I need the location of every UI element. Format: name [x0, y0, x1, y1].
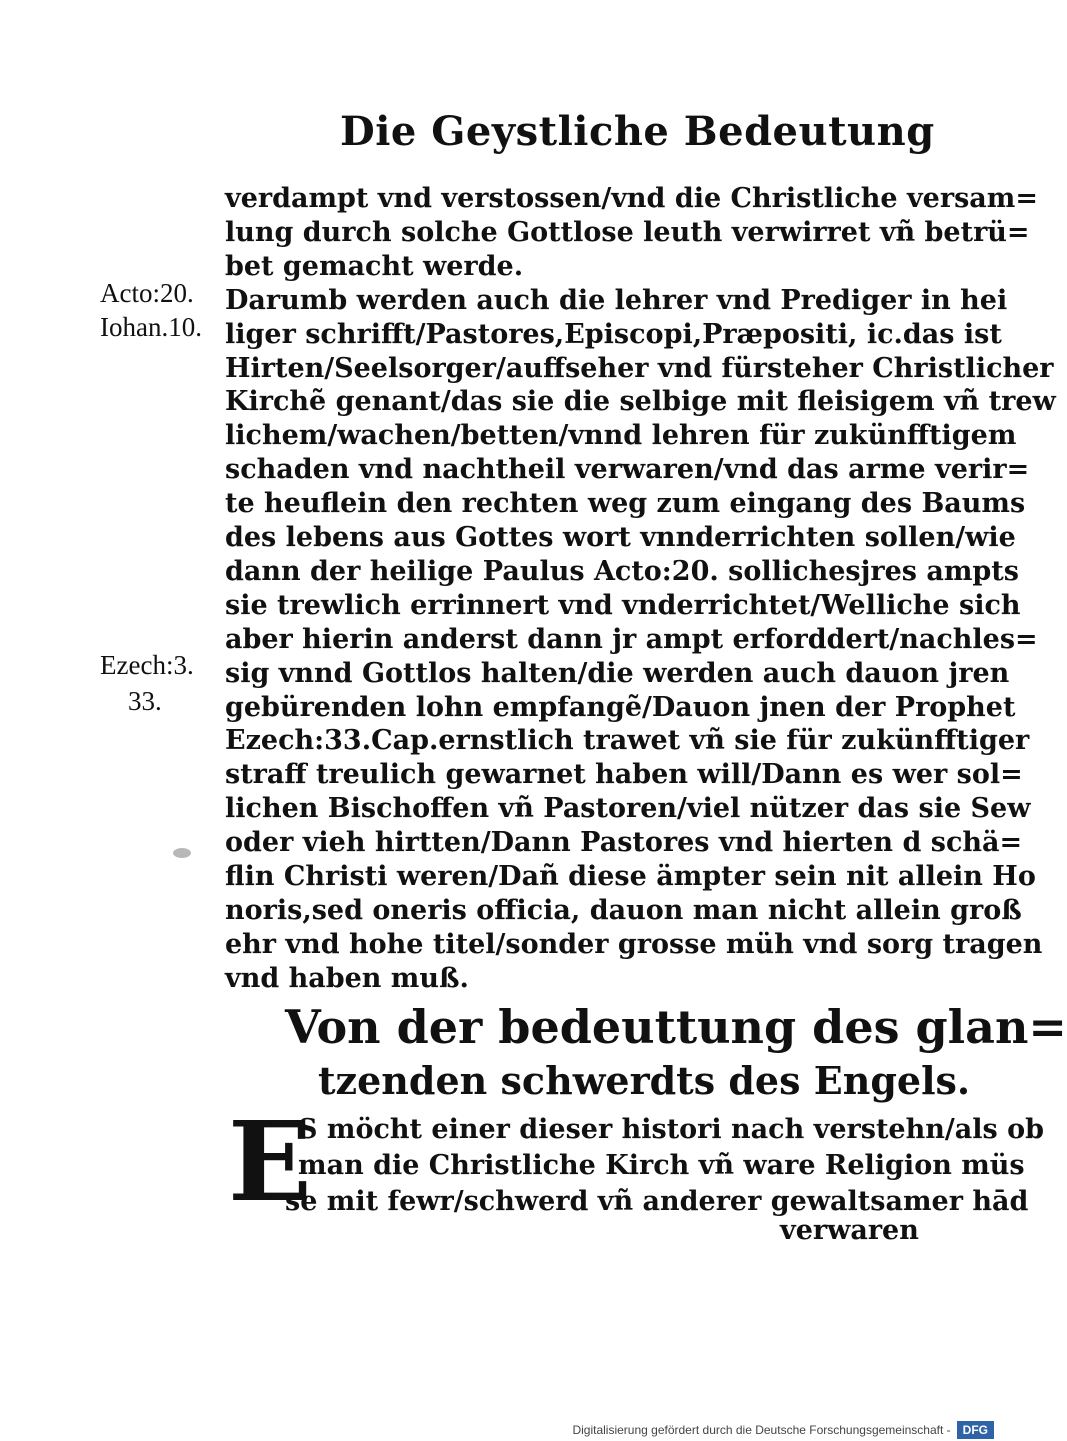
catchword: verwaren [780, 1215, 919, 1246]
body-line: Darumb werden auch die lehrer vnd Prediger in hei [225, 285, 1008, 316]
body-line: Hirten/Seelsorger/auffseher vnd fürsteher Christlicher [225, 353, 1054, 384]
dfg-logo: DFG [957, 1421, 994, 1439]
body-line: sig vnnd Gottlos halten/die werden auch dauon jren [225, 658, 1010, 689]
margin-note-ezech: Ezech:3. [100, 650, 194, 680]
footer-credit: Digitalisierung gefördert durch die Deutsche Forschungsgemeinschaft - [572, 1423, 951, 1437]
body-line: flin Christi weren/Dañ diese ämpter sein nit allein Ho [225, 861, 1036, 892]
body-line: ehr vnd hohe titel/sonder grosse müh vnd sorg tragen [225, 929, 1043, 960]
section-line-3: se mit fewr/schwerd vñ anderer gewaltsamer hād [285, 1186, 1029, 1217]
body-line: aber hierin anderst dann jr ampt erforddert/nachles= [225, 624, 1038, 655]
ink-smudge [173, 848, 191, 858]
body-line: oder vieh hirtten/Dann Pastores vnd hierten d schä= [225, 827, 1023, 858]
digitization-footer [566, 1419, 1000, 1441]
body-line: verdampt vnd verstossen/vnd die Christliche versam= [225, 183, 1038, 214]
body-line: Ezech:33.Cap.ernstlich trawet vñ sie für zukünfftiger [225, 725, 1030, 756]
body-line: des lebens aus Gottes wort vnnderrichten sollen/wie [225, 522, 1016, 553]
section-heading-line2: tzenden schwerdts des Engels. [318, 1058, 971, 1103]
drop-cap-initial: E [228, 1097, 312, 1226]
body-line: bet gemacht werde. [225, 251, 524, 282]
body-line: schaden vnd nachtheil verwaren/vnd das arme verir= [225, 454, 1030, 485]
body-line: te heuflein den rechten weg zum eingang des Baums [225, 488, 1026, 519]
body-line: Kirchẽ genant/das sie die selbige mit fleisigem vñ trew [225, 386, 1056, 417]
body-line: lichen Bischoffen vñ Pastoren/viel nützer das sie Sew [225, 793, 1031, 824]
body-line: noris,sed oneris officia, dauon man nicht allein groß [225, 895, 1022, 926]
margin-note-iohan: Iohan.10. [100, 312, 202, 342]
body-line: straff treulich gewarnet haben will/Dann es wer sol= [225, 759, 1023, 790]
body-line: gebürenden lohn empfangẽ/Dauon jnen der Prophet [225, 692, 1016, 723]
margin-note-33: 33. [128, 686, 162, 716]
section-line-2: man die Christliche Kirch vñ ware Religion müs [298, 1150, 1025, 1181]
section-heading-line1: Von der bedeuttung des glan= [285, 1000, 1067, 1054]
body-line: vnd haben muß. [225, 963, 469, 994]
body-line: sie trewlich errinnert vnd vnderrichtet/Welliche sich [225, 590, 1021, 621]
body-line: lichem/wachen/betten/vnnd lehren für zukünfftigem [225, 420, 1017, 451]
section-line-1: S möcht einer dieser histori nach verstehn/als ob [298, 1114, 1044, 1145]
body-line: liger schrifft/Pastores,Episcopi,Præpositi, ic.das ist [225, 319, 1002, 350]
body-line: lung durch solche Gottlose leuth verwirret vñ betrü= [225, 217, 1030, 248]
running-header: Die Geystliche Bedeutung [340, 108, 935, 155]
margin-note-acto: Acto:20. [100, 278, 194, 308]
body-line: dann der heilige Paulus Acto:20. sollichesjres ampts [225, 556, 1019, 587]
